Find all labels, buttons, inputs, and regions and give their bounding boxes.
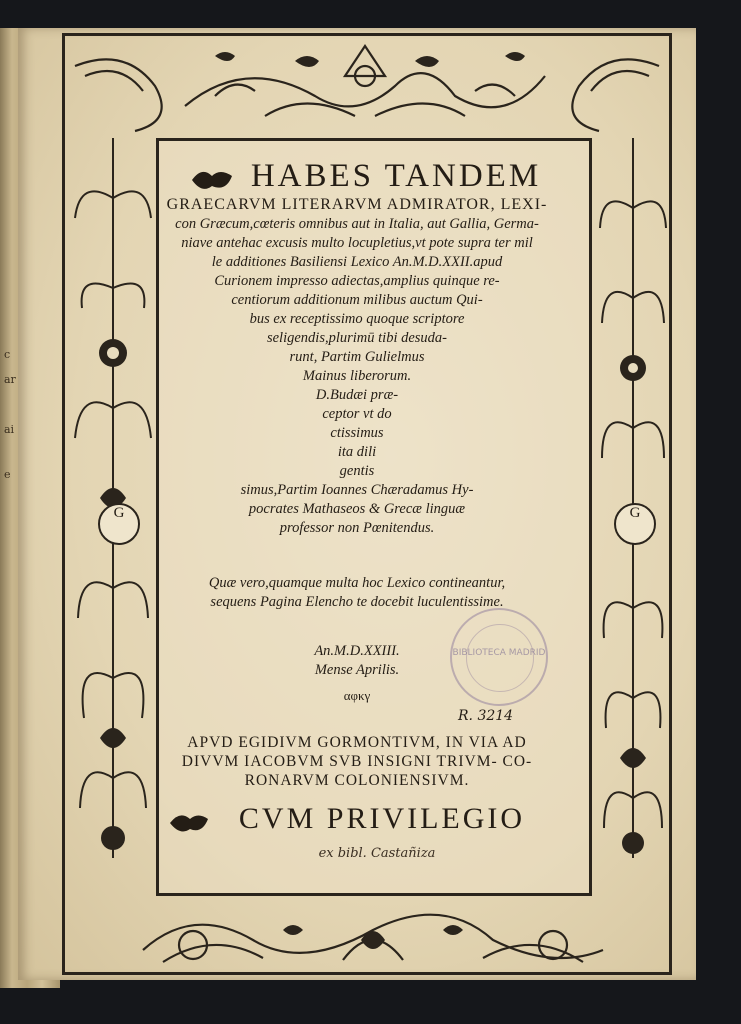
privilege-heading: CVM PRIVILEGIO (238, 802, 526, 835)
imprint-month: Mense Aprilis. (314, 662, 400, 678)
body-line: ceptor vt do (322, 406, 392, 422)
imprint-year: An.M.D.XXIII. (314, 643, 400, 659)
imprint-line: APVD EGIDIVM GORMONTIVM, IN VIA AD (187, 734, 527, 751)
contents-note-line: sequens Pagina Elencho te docebit luculentissime. (210, 594, 504, 610)
body-line: con Græcum,cœteris omnibus aut in Italia, aut Gallia, Germa- (175, 216, 539, 232)
imprint-line: DIVVM IACOBVM SVB INSIGNI TRIVM- CO- (181, 753, 533, 770)
contents-note-line: Quæ vero,quamque multa hoc Lexico contineantur, (208, 575, 506, 591)
body-line: bus ex receptissimo quoque scriptore (249, 311, 465, 327)
title-heading: HABES TANDEM (250, 158, 542, 194)
spine-mark: ar (4, 373, 16, 386)
ownership-signature: ex bibl. Castañiza (318, 846, 436, 861)
title-subheading: GRAECARVM LITERARVM ADMIRATOR, LEXI- (166, 196, 548, 213)
body-line: professor non Pœnitendus. (279, 520, 435, 536)
body-line: seligendis,plurimū tibi desuda- (266, 330, 448, 346)
body-line: gentis (339, 463, 375, 479)
body-line: Curionem impresso adiectas,amplius quinque re- (214, 273, 500, 289)
body-line: runt, Partim Gulielmus (289, 349, 425, 365)
stamp-text: BIBLIOTECA MADRID (452, 648, 546, 658)
body-line: D.Budæi præ- (315, 387, 399, 403)
body-line: centiorum additionum milibus auctum Qui- (231, 292, 483, 308)
body-line: pocrates Mathaseos & Grecæ linguæ (248, 501, 466, 517)
greek-date: αφκγ (343, 688, 371, 703)
body-line: le additiones Basiliensi Lexico An.M.D.XXII.apud (211, 254, 503, 270)
spine-mark: e (4, 468, 11, 481)
body-line: Mainus liberorum. (302, 368, 412, 384)
spine-mark: c (4, 348, 11, 361)
shelfmark: R. 3214 (458, 708, 514, 724)
left-medallion-g: G (98, 503, 140, 545)
body-line: ita dili (337, 444, 377, 460)
title-page (18, 28, 696, 980)
right-medallion-g: G (614, 503, 656, 545)
imprint-line: RONARVM COLONIENSIVM. (244, 772, 470, 789)
body-line: niave antehac excusis multo locupletius,vt pote supra ter mil (181, 235, 533, 251)
top-ornament-icon (65, 36, 669, 136)
bottom-ornament-icon (133, 900, 613, 972)
body-line: ctissimus (330, 425, 384, 441)
spine-mark: ai (4, 423, 15, 436)
body-line: simus,Partim Ioannes Chæradamus Hy- (240, 482, 474, 498)
